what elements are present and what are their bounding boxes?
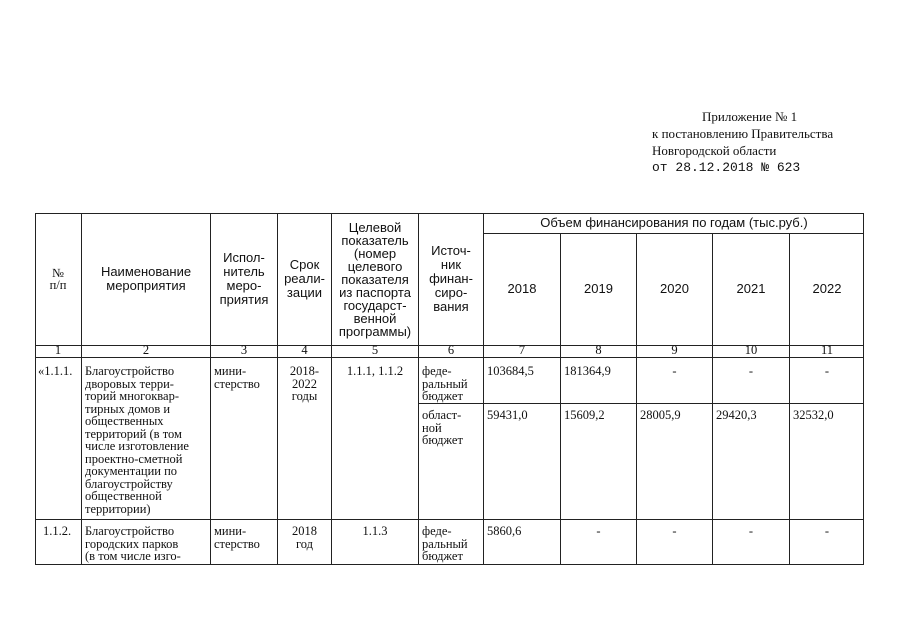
row-1-regional-2022: 32532,0 bbox=[793, 408, 834, 422]
row-1-regional-2018: 59431,0 bbox=[487, 408, 528, 422]
row-2-target: 1.1.3 bbox=[362, 524, 388, 538]
col-header-target: Целевой показатель (номер целевого показателя из паспорта государст- венной программы) bbox=[338, 219, 412, 339]
row-1-federal-2022: - bbox=[824, 364, 830, 378]
row-1-regional-2020: 28005,9 bbox=[640, 408, 681, 422]
col-number-11: 11 bbox=[820, 343, 834, 357]
col-header-year-2022: 2022 bbox=[812, 281, 842, 297]
row-2-source-federal: феде- ральный бюджет bbox=[422, 524, 468, 563]
row-2-federal-2022: - bbox=[824, 524, 830, 538]
col-number-7: 7 bbox=[518, 343, 526, 357]
col-header-num: № п/п bbox=[49, 265, 67, 292]
row-1-federal-2021: - bbox=[748, 364, 754, 378]
col-header-funding-group: Объем финансирования по годам (тыс.руб.) bbox=[540, 214, 808, 230]
col-number-9: 9 bbox=[671, 343, 678, 357]
row-1-name: Благоустройство дворовых терри- торий многоквар- тирных домов и общественных территорий (в том числе изготовление проектно-сметной документации по благоустройству общественной территории) bbox=[85, 364, 189, 516]
row-1-federal-2020: - bbox=[672, 364, 677, 378]
col-number-4: 4 bbox=[301, 343, 308, 357]
appendix-region-line: Новгородской области bbox=[652, 143, 777, 158]
col-header-term: Срок реали- зации bbox=[284, 257, 325, 300]
col-number-6: 6 bbox=[447, 343, 455, 357]
row-2-num: 1.1.2. bbox=[43, 524, 72, 538]
funding-table bbox=[35, 213, 864, 565]
row-1-federal-2018: 103684,5 bbox=[487, 364, 534, 378]
col-header-year-2020: 2020 bbox=[660, 281, 689, 297]
col-number-10: 10 bbox=[744, 343, 758, 357]
col-number-3: 3 bbox=[240, 343, 248, 357]
row-2-term: 2018 год bbox=[292, 524, 317, 551]
col-number-1: 1 bbox=[54, 343, 62, 357]
col-header-executor: Испол- нитель меро- приятия bbox=[219, 250, 269, 307]
row-2-federal-2020: - bbox=[672, 524, 677, 538]
row-1-regional-2021: 29420,3 bbox=[716, 408, 757, 422]
col-header-year-2021: 2021 bbox=[736, 281, 766, 297]
row-1-federal-2019: 181364,9 bbox=[564, 364, 611, 378]
row-1-source-regional: област- ной бюджет bbox=[422, 408, 463, 447]
row-2-name: Благоустройство городских парков (в том числе изго- bbox=[85, 524, 181, 563]
row-2-federal-2018: 5860,6 bbox=[487, 524, 522, 538]
row-1-regional-2019: 15609,2 bbox=[564, 408, 605, 422]
col-number-2: 2 bbox=[142, 343, 150, 357]
appendix-resolution-line: к постановлению Правительства bbox=[652, 126, 834, 141]
row-2-federal-2021: - bbox=[748, 524, 754, 538]
row-2-federal-2019: - bbox=[596, 524, 601, 538]
row-1-num: «1.1.1. bbox=[38, 364, 73, 378]
col-header-year-2018: 2018 bbox=[507, 281, 537, 297]
col-header-year-2019: 2019 bbox=[584, 281, 613, 297]
row-1-term: 2018- 2022 годы bbox=[289, 364, 320, 403]
row-1-target: 1.1.1, 1.1.2 bbox=[346, 364, 404, 378]
appendix-date-line: от 28.12.2018 № 623 bbox=[652, 160, 801, 175]
appendix-header bbox=[652, 108, 892, 176]
row-2-executor: мини- стерство bbox=[214, 524, 260, 551]
appendix-title: Приложение № 1 bbox=[702, 109, 798, 124]
col-number-8: 8 bbox=[595, 343, 602, 357]
row-1-source-federal: феде- ральный бюджет bbox=[422, 364, 468, 403]
col-number-5: 5 bbox=[371, 343, 379, 357]
row-1-executor: мини- стерство bbox=[214, 364, 260, 391]
col-header-name: Наименование мероприятия bbox=[100, 264, 192, 293]
col-header-source: Источ- ник финан- сиро- вания bbox=[429, 243, 473, 314]
